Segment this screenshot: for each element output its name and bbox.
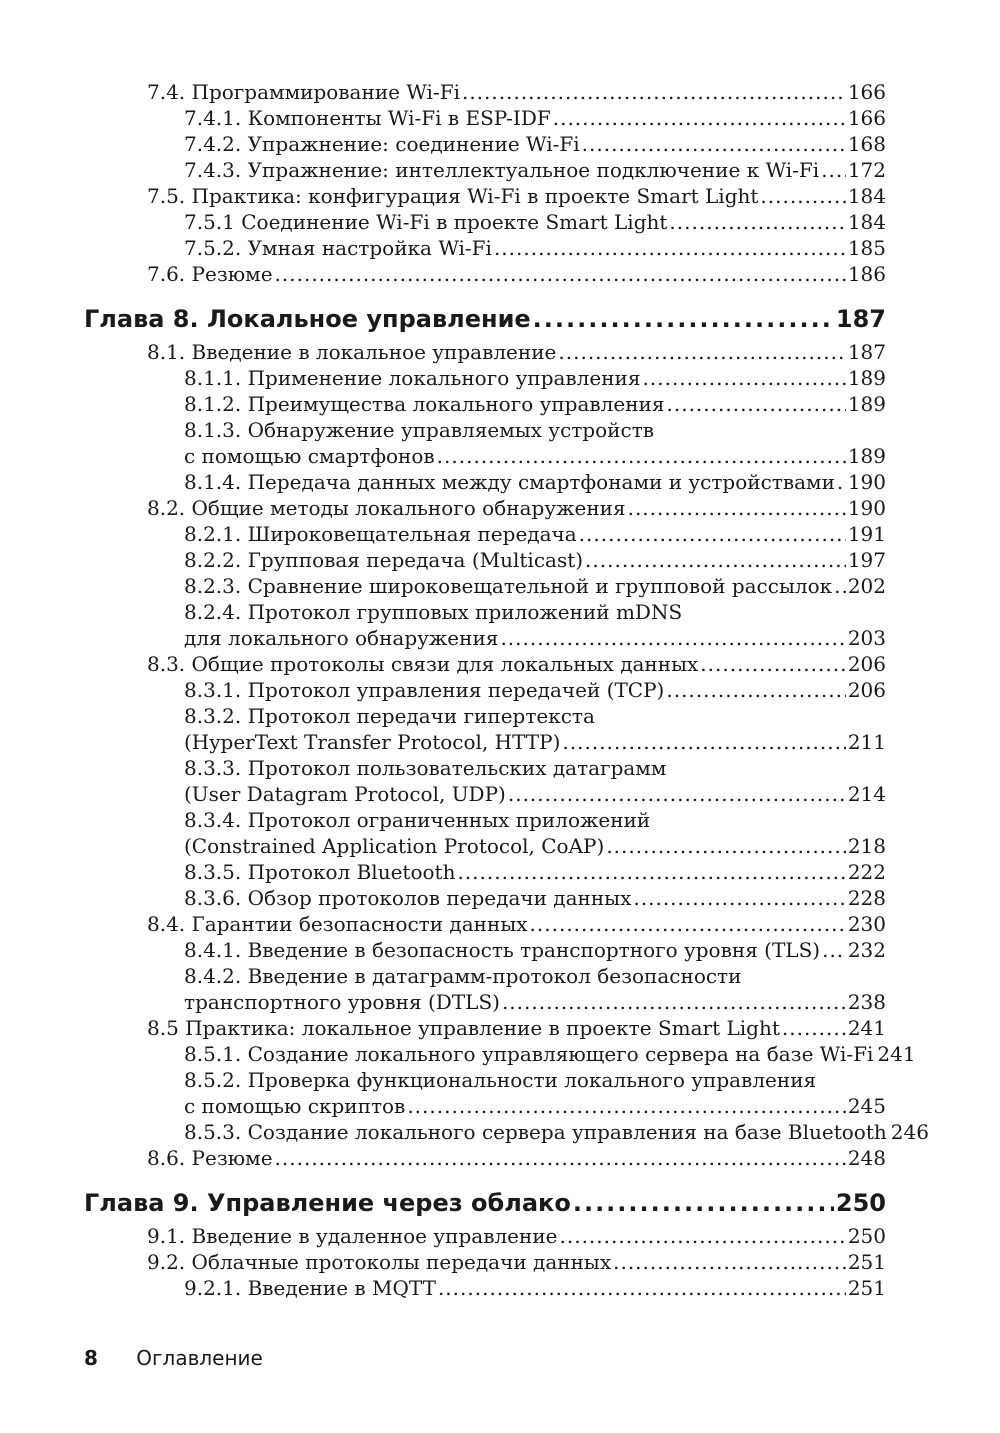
dot-leader <box>462 79 846 105</box>
toc-entry-line <box>184 729 886 755</box>
toc-entry-line <box>147 1249 886 1275</box>
toc-entry-line <box>147 495 886 521</box>
dot-leader <box>457 859 845 885</box>
toc-entry-line <box>184 547 886 573</box>
toc-page-number: 250 <box>835 1189 886 1217</box>
toc-page-number: 218 <box>847 834 886 858</box>
toc-section-entry <box>0 339 1000 365</box>
toc-entry-title: 8.1.4. Передача данных между смартфонами и устройствами <box>184 470 835 494</box>
toc-entry-title: 8.4.1. Введение в безопасность транспортного уровня (TLS) <box>184 938 821 962</box>
toc-page-number: 187 <box>847 340 886 364</box>
toc-subsection-entry <box>0 1275 1000 1301</box>
toc-page-number: 211 <box>847 730 886 754</box>
toc-subsection-entry <box>0 105 1000 131</box>
toc-page-number: 187 <box>835 305 886 333</box>
toc-section-entry <box>0 1015 1000 1041</box>
toc-entry-title: Глава 8. Локальное управление <box>84 305 531 333</box>
toc-page-number: 248 <box>847 1146 886 1170</box>
toc-entry-line <box>184 703 886 729</box>
toc-entry-title: 8.2.1. Широковещательная передача <box>184 522 577 546</box>
dot-leader <box>643 365 846 391</box>
toc-page-number: 168 <box>847 132 886 156</box>
dot-leader <box>821 157 846 183</box>
toc-page-number: 197 <box>847 548 886 572</box>
toc-entry-line <box>184 521 886 547</box>
toc-entry-title: 8.2.4. Протокол групповых приложений mDNS <box>184 600 683 624</box>
toc-entry-line <box>184 1067 886 1093</box>
toc-entry-line <box>184 209 886 235</box>
dot-leader <box>666 677 845 703</box>
toc-entry-line <box>184 755 886 781</box>
toc-entry-title: 8.5 Практика: локальное управление в проекте Smart Light <box>147 1016 780 1040</box>
toc-entry-line <box>184 599 886 625</box>
toc-entry-title: 8.5.3. Создание локального сервера управления на базе Bluetooth <box>184 1120 887 1144</box>
toc-section-entry <box>0 261 1000 287</box>
dot-leader <box>837 469 846 495</box>
table-of-contents <box>0 79 1000 1301</box>
toc-entry-line <box>184 131 886 157</box>
toc-entry-title: 8.3.4. Протокол ограниченных приложений <box>184 808 651 832</box>
toc-page-number: 189 <box>847 392 886 416</box>
dot-leader <box>437 443 846 469</box>
toc-entry-title: 9.2.1. Введение в MQTT <box>184 1276 436 1300</box>
dot-leader <box>782 1015 846 1041</box>
dot-leader <box>822 937 846 963</box>
toc-subsection-entry <box>0 131 1000 157</box>
toc-page-number: 245 <box>847 1094 886 1118</box>
toc-entry-title: 8.2.2. Групповая передача (Multicast) <box>184 548 584 572</box>
toc-entry-line <box>184 443 886 469</box>
toc-page-number: 166 <box>847 80 886 104</box>
dot-leader <box>553 105 846 131</box>
toc-subsection-entry <box>0 521 1000 547</box>
dot-leader <box>438 1275 846 1301</box>
toc-page-number: 166 <box>847 106 886 130</box>
toc-entry-line <box>147 79 886 105</box>
toc-chapter-entry <box>0 301 1000 337</box>
toc-page-number: 190 <box>847 470 886 494</box>
toc-entry-title: 8.1.2. Преимущества локального управления <box>184 392 665 416</box>
toc-entry-title: 7.6. Резюме <box>147 262 273 286</box>
dot-leader <box>669 209 845 235</box>
toc-entry-line <box>147 1145 886 1171</box>
toc-entry-line <box>184 573 886 599</box>
dot-leader <box>585 547 846 573</box>
toc-entry-line <box>184 963 886 989</box>
dot-leader <box>275 261 846 287</box>
toc-entry-line <box>184 469 886 495</box>
toc-page-number: 172 <box>847 158 886 182</box>
dot-leader <box>558 339 845 365</box>
toc-page-number: 189 <box>847 366 886 390</box>
toc-entry-title: 8.6. Резюме <box>147 1146 273 1170</box>
toc-page-number: 185 <box>847 236 886 260</box>
dot-leader <box>573 1185 834 1221</box>
toc-page-number: 184 <box>847 184 886 208</box>
toc-entry-line <box>184 1041 916 1067</box>
toc-section-entry <box>0 911 1000 937</box>
toc-entry-title: 8.4.2. Введение в датаграмм-протокол безопасности <box>184 964 742 988</box>
toc-entry-title: 8.3.3. Протокол пользовательских датаграмм <box>184 756 667 780</box>
toc-entry-line <box>184 235 886 261</box>
dot-leader <box>530 911 846 937</box>
toc-entry-title: 8.4. Гарантии безопасности данных <box>147 912 528 936</box>
toc-entry-title: 8.2.3. Сравнение широковещательной и групповой рассылок <box>184 574 833 598</box>
toc-page-number: 206 <box>847 678 886 702</box>
toc-entry-title: транспортного уровня (DTLS) <box>184 990 500 1014</box>
toc-section-entry <box>0 1249 1000 1275</box>
toc-entry-title: (Constrained Application Protocol, CoAP) <box>184 834 605 858</box>
dot-leader <box>633 885 845 911</box>
toc-section-entry <box>0 79 1000 105</box>
toc-subsection-entry <box>0 157 1000 183</box>
dot-leader <box>628 495 846 521</box>
dot-leader <box>613 1249 846 1275</box>
toc-entry-line <box>184 157 886 183</box>
toc-page-number: 203 <box>847 626 886 650</box>
toc-entry-title: 7.4.1. Компоненты Wi-Fi в ESP-IDF <box>184 106 551 130</box>
toc-page-number: 186 <box>847 262 886 286</box>
toc-entry-line <box>84 301 886 337</box>
dot-leader <box>275 1145 846 1171</box>
toc-entry-line <box>147 911 886 937</box>
toc-entry-title: 8.1.1. Применение локального управления <box>184 366 641 390</box>
toc-entry-title: 8.5.1. Создание локального управляющего сервера на базе Wi-Fi <box>184 1042 874 1066</box>
dot-leader <box>667 391 846 417</box>
toc-entry-line <box>147 1223 886 1249</box>
toc-entry-title: 8.1. Введение в локальное управление <box>147 340 557 364</box>
page-footer <box>84 1346 263 1370</box>
toc-subsection-entry <box>0 755 1000 807</box>
running-title: Оглавление <box>136 1346 263 1370</box>
dot-leader <box>834 573 846 599</box>
toc-page-number: 241 <box>877 1042 916 1066</box>
dot-leader <box>494 235 846 261</box>
toc-page-number: 191 <box>847 522 886 546</box>
toc-subsection-entry <box>0 703 1000 755</box>
page-number: 8 <box>84 1346 98 1370</box>
toc-page-number: 251 <box>847 1250 886 1274</box>
toc-entry-title: 8.1.3. Обнаружение управляемых устройств <box>184 418 655 442</box>
toc-subsection-entry <box>0 807 1000 859</box>
toc-page-number: 214 <box>847 782 886 806</box>
toc-entry-title: 8.3.2. Протокол передачи гипертекста <box>184 704 595 728</box>
toc-entry-line <box>184 833 886 859</box>
toc-page-number: 190 <box>847 496 886 520</box>
toc-entry-line <box>184 885 886 911</box>
toc-entry-line <box>184 365 886 391</box>
toc-page-number: 251 <box>847 1276 886 1300</box>
toc-subsection-entry <box>0 209 1000 235</box>
dot-leader <box>508 781 846 807</box>
toc-entry-title: с помощью скриптов <box>184 1094 406 1118</box>
toc-entry-line <box>184 781 886 807</box>
toc-entry-title: 7.5. Практика: конфигурация Wi-Fi в проекте Smart Light <box>147 184 759 208</box>
toc-entry-line <box>147 651 886 677</box>
toc-subsection-entry <box>0 859 1000 885</box>
toc-page-number: 238 <box>847 990 886 1014</box>
toc-subsection-entry <box>0 1041 1000 1067</box>
toc-subsection-entry <box>0 469 1000 495</box>
toc-entry-line <box>184 989 886 1015</box>
toc-page-number: 184 <box>847 210 886 234</box>
dot-leader <box>582 131 846 157</box>
toc-subsection-entry <box>0 963 1000 1015</box>
toc-entry-title: 9.1. Введение в удаленное управление <box>147 1224 558 1248</box>
toc-entry-line <box>147 261 886 287</box>
dot-leader <box>500 625 845 651</box>
toc-page-number: 232 <box>847 938 886 962</box>
toc-page-number: 222 <box>847 860 886 884</box>
dot-leader <box>700 651 846 677</box>
toc-page-number: 250 <box>847 1224 886 1248</box>
toc-section-entry <box>0 651 1000 677</box>
dot-leader <box>606 833 846 859</box>
toc-subsection-entry <box>0 937 1000 963</box>
toc-section-entry <box>0 495 1000 521</box>
toc-entry-title: с помощью смартфонов <box>184 444 435 468</box>
toc-entry-line <box>184 937 886 963</box>
toc-entry-title: 8.3.6. Обзор протоколов передачи данных <box>184 886 632 910</box>
toc-entry-line <box>184 625 886 651</box>
toc-subsection-entry <box>0 417 1000 469</box>
toc-entry-title: Глава 9. Управление через облако <box>84 1189 571 1217</box>
toc-section-entry <box>0 1145 1000 1171</box>
toc-subsection-entry <box>0 547 1000 573</box>
dot-leader <box>579 521 846 547</box>
toc-page-number: 228 <box>847 886 886 910</box>
toc-entry-line <box>147 183 886 209</box>
toc-page-number: 202 <box>847 574 886 598</box>
toc-section-entry <box>0 1223 1000 1249</box>
toc-entry-title: 7.4.2. Упражнение: соединение Wi-Fi <box>184 132 580 156</box>
toc-entry-line <box>184 1093 886 1119</box>
toc-entry-title: (User Datagram Protocol, UDP) <box>184 782 506 806</box>
toc-subsection-entry <box>0 677 1000 703</box>
toc-entry-title: 8.2. Общие методы локального обнаружения <box>147 496 626 520</box>
toc-entry-title: 8.5.2. Проверка функциональности локального управления <box>184 1068 817 1092</box>
toc-subsection-entry <box>0 573 1000 599</box>
toc-subsection-entry <box>0 1067 1000 1119</box>
toc-subsection-entry <box>0 885 1000 911</box>
toc-entry-line <box>184 677 886 703</box>
toc-entry-line <box>184 1275 886 1301</box>
toc-section-entry <box>0 183 1000 209</box>
toc-entry-line <box>84 1185 886 1221</box>
toc-subsection-entry <box>0 235 1000 261</box>
toc-subsection-entry <box>0 391 1000 417</box>
toc-page-number: 241 <box>847 1016 886 1040</box>
toc-subsection-entry <box>0 599 1000 651</box>
toc-entry-title: (HyperText Transfer Protocol, HTTP) <box>184 730 561 754</box>
toc-page-number: 206 <box>847 652 886 676</box>
toc-entry-title: 9.2. Облачные протоколы передачи данных <box>147 1250 612 1274</box>
toc-entry-line <box>184 417 886 443</box>
dot-leader <box>407 1093 846 1119</box>
toc-entry-title: 8.3.1. Протокол управления передачей (TCP) <box>184 678 665 702</box>
dot-leader <box>560 1223 846 1249</box>
toc-subsection-entry <box>0 1119 1000 1145</box>
toc-entry-line <box>184 105 886 131</box>
dot-leader <box>760 183 845 209</box>
toc-subsection-entry <box>0 365 1000 391</box>
toc-page-number: 246 <box>890 1120 929 1144</box>
toc-entry-line <box>184 391 886 417</box>
toc-entry-title: 7.4. Программирование Wi-Fi <box>147 80 460 104</box>
toc-page-number: 230 <box>847 912 886 936</box>
toc-entry-title: 7.5.1 Соединение Wi-Fi в проекте Smart Light <box>184 210 668 234</box>
dot-leader <box>533 301 834 337</box>
toc-entry-line <box>147 339 886 365</box>
dot-leader <box>562 729 845 755</box>
toc-entry-line <box>147 1015 886 1041</box>
toc-chapter-entry <box>0 1185 1000 1221</box>
toc-entry-title: 7.4.3. Упражнение: интеллектуальное подключение к Wi-Fi <box>184 158 820 182</box>
toc-page-number: 189 <box>847 444 886 468</box>
toc-entry-title: 7.5.2. Умная настройка Wi-Fi <box>184 236 492 260</box>
toc-entry-line <box>184 859 886 885</box>
toc-entry-title: 8.3.5. Протокол Bluetooth <box>184 860 456 884</box>
toc-entry-line <box>184 1119 929 1145</box>
toc-entry-title: 8.3. Общие протоколы связи для локальных данных <box>147 652 699 676</box>
toc-entry-title: для локального обнаружения <box>184 626 499 650</box>
dot-leader <box>502 989 846 1015</box>
toc-entry-line <box>184 807 886 833</box>
